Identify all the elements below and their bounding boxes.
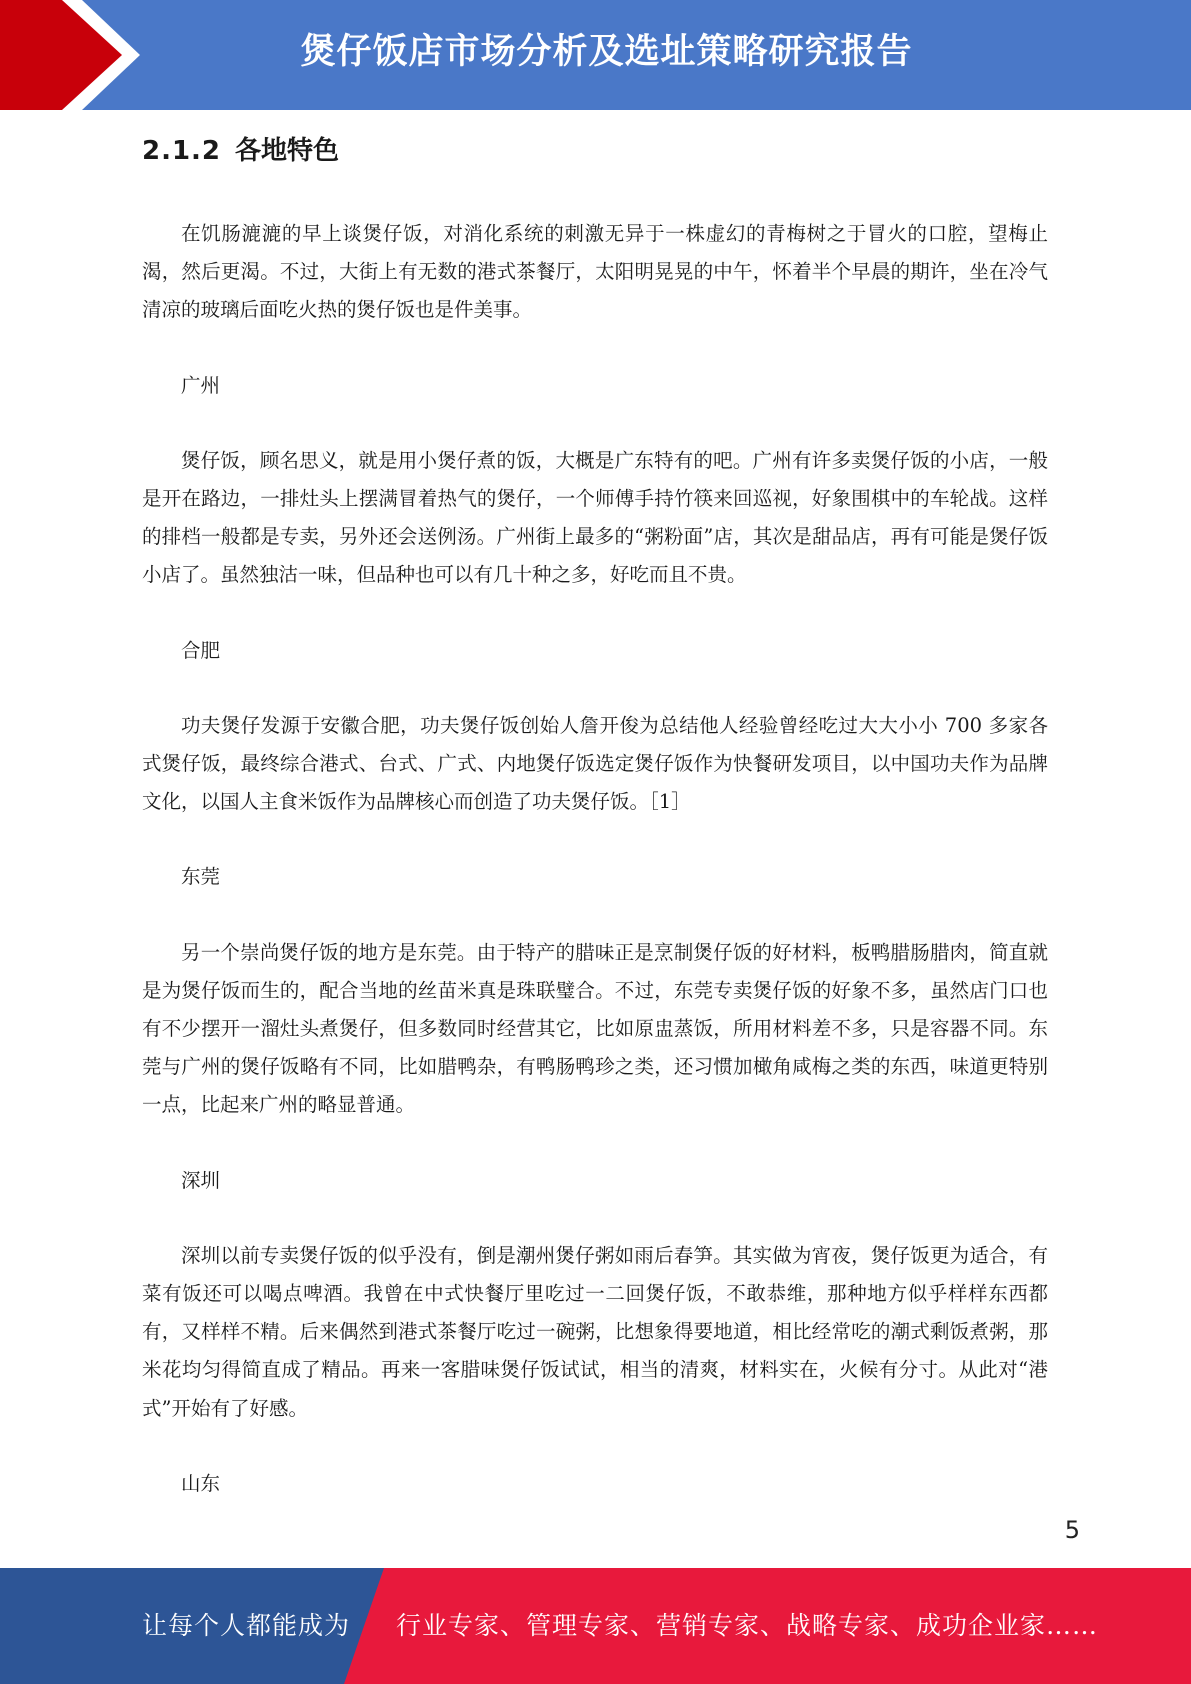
paragraph-hefei: 功夫煲仔发源于安徽合肥，功夫煲仔饭创始人詹开俊为总结他人经验曾经吃过大大小小 700 多家各式煲仔饭，最终综合港式、台式、广式、内地煲仔饭选定煲仔饭作为快餐研发项目，以中国功夫作为品牌文化，以国人主食米饭作为品牌核心而创造了功夫煲仔饭。［1］ <box>142 713 1048 814</box>
city-heading-shenzhen: 深圳 <box>181 1168 221 1192</box>
paragraph-intro: 在饥肠漉漉的早上谈煲仔饭，对消化系统的刺激无异于一株虚幻的青梅树之于冒火的口腔，望梅止渴，然后更渴。不过，大街上有无数的港式茶餐厅，太阳明晃晃的中午，怀着半个早晨的期许，坐在冷气清凉的玻璃后面吃火热的煲仔饭也是件美事。 <box>142 222 1048 322</box>
section-title: 各地特色 <box>235 136 340 166</box>
main-content <box>142 122 1048 1503</box>
paragraph-shenzhen: 深圳以前专卖煲仔饭的似乎没有，倒是潮州煲仔粥如雨后春笋。其实做为宵夜，煲仔饭更为适合，有菜有饭还可以喝点啤酒。我曾在中式快餐厅里吃过一二回煲仔饭，不敢恭维，那种地方似乎样样东西都有，又样样不精。后来偶然到港式茶餐厅吃过一碗粥，比想象得要地道，相比经常吃的潮式剩饭煮粥，那米花均匀得简直成了精品。再来一客腊味煲仔饭试试，相当的清爽，材料实在，火候有分寸。从此对“港式”开始有了好感。 <box>142 1243 1048 1420</box>
city-heading-guangzhou: 广州 <box>181 373 221 397</box>
city-heading-hefei: 合肥 <box>181 638 221 662</box>
city-heading-shandong: 山东 <box>181 1471 221 1495</box>
section-number: 2.1.2 <box>142 136 222 166</box>
report-title: 煲仔饭店市场分析及选址策略研究报告 <box>300 32 913 72</box>
header-banner <box>0 0 1191 110</box>
paragraph-dongguan: 另一个崇尚煲仔饭的地方是东莞。由于特产的腊味正是烹制煲仔饭的好材料，板鸭腊肠腊肉，简直就是为煲仔饭而生的，配合当地的丝苗米真是珠联璧合。不过，东莞专卖煲仔饭的好象不多，虽然店门口也有不少摆开一溜灶头煮煲仔，但多数同时经营其它，比如原盅蒸饭，所用材料差不多，只是容器不同。东莞与广州的煲仔饭略有不同，比如腊鸭杂，有鸭肠鸭珍之类，还习惯加橄角咸梅之类的东西，味道更特别一点，比起来广州的略显普通。 <box>142 940 1048 1117</box>
page-number: 5 <box>1064 1516 1080 1544</box>
paragraph-guangzhou: 煲仔饭，顾名思义，就是用小煲仔煮的饭，大概是广东特有的吧。广州有许多卖煲仔饭的小店，一般是开在路边，一排灶头上摆满冒着热气的煲仔，一个师傅手持竹筷来回巡视，好象围棋中的车轮战。这样的排档一般都是专卖，另外还会送例汤。广州街上最多的“粥粉面”店，其次是甜品店，再有可能是煲仔饭小店了。虽然独沽一味，但品种也可以有几十种之多，好吃而且不贵。 <box>142 448 1048 587</box>
footer-slogan-right: 行业专家、管理专家、营销专家、战略专家、成功企业家…… <box>396 1611 1099 1640</box>
footer-slogan-left: 让每个人都能成为 <box>142 1611 351 1640</box>
city-heading-dongguan: 东莞 <box>181 865 221 889</box>
footer-banner <box>0 1568 1191 1684</box>
section-heading <box>142 122 1048 180</box>
